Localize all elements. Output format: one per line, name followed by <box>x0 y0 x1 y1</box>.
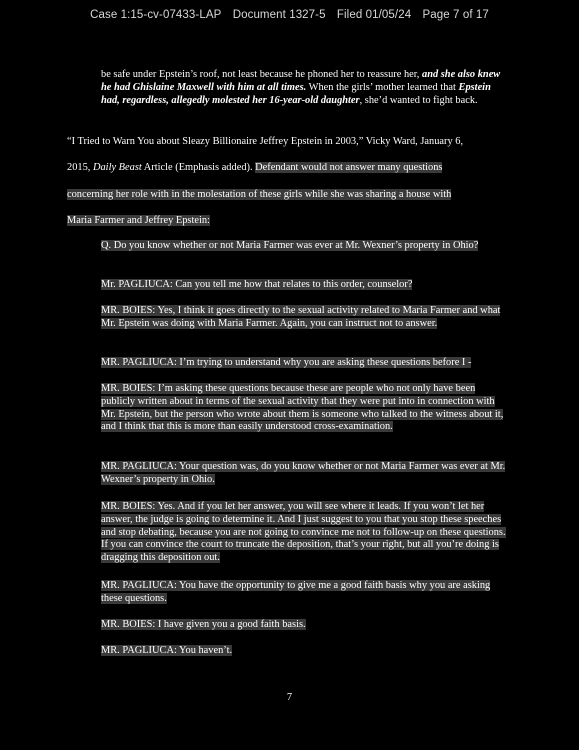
transcript-line: MR. BOIES: I’m asking these questions because these are people who not only have been publicly written about in terms of the sexual activity that they were put into in connection with Mr. Epstein, but the person who wrote about them is someone who talked to the witness about it, and I think that this is more than easily understood cross-examination. <box>101 383 504 433</box>
transcript-line: Mr. PAGLIUCA: Can you tell me how that relates to this order, counselor? <box>101 279 413 290</box>
body-line-3 <box>67 188 451 201</box>
case-number: Case 1:15-cv-07433-LAP <box>90 9 222 21</box>
ecf-header <box>0 9 579 21</box>
quote-emphasis-2: Epstein had, regardless, allegedly molested her 16-year-old daughter <box>101 82 491 106</box>
transcript-line: MR. PAGLIUCA: You have the opportunity to give me a good faith basis why you are asking these questions. <box>101 580 491 604</box>
document-number: Document 1327-5 <box>232 9 326 21</box>
transcript-line: MR. PAGLIUCA: You haven’t. <box>101 645 233 656</box>
transcript-question: Q. Do you know whether or not Maria Farmer was ever at Mr. Wexner’s property in Ohio? <box>101 240 479 251</box>
transcript-line: MR. BOIES: I have given you a good faith basis. <box>101 619 306 630</box>
quote-text-2: When the girls’ mother learned that <box>306 82 459 93</box>
filed-date: Filed 01/05/24 <box>336 9 412 21</box>
body-line-2 <box>67 161 442 174</box>
body-line-1: “I Tried to Warn You about Sleazy Billionaire Jeffrey Epstein in 2003,” Vicky Ward, January 6, <box>67 136 464 147</box>
transcript-line: MR. BOIES: Yes. And if you let her answer, you will see where it leads. If you won’t let her answer, the judge is going to determine it. And I just suggest to you that you stop these speeches and stop debating, because you are not going to convince me not to follow-up on these questions. If you can convince the court to truncate the deposition, that’s your right, but all you’re doing is dragging this deposition out. <box>101 501 506 564</box>
quote-emphasis-1: and she also knew he had Ghislaine Maxwell with him at all times. <box>101 69 501 93</box>
publication-title: Daily Beast <box>92 162 142 173</box>
highlighted-text: Maria Farmer and Jeffrey Epstein: <box>67 215 210 226</box>
transcript-line: MR. BOIES: Yes, I think it goes directly to the sexual activity related to Maria Farmer and what Mr. Epstein was doing with Maria Farmer. Again, you can instruct not to answer. <box>101 305 501 329</box>
transcript-line: MR. PAGLIUCA: Your question was, do you know whether or not Maria Farmer was ever at Mr. Wexner’s property in Ohio. <box>101 461 506 485</box>
highlighted-text: Defendant would not answer many questions <box>255 162 443 173</box>
page-indicator: Page 7 of 17 <box>422 9 489 21</box>
highlighted-text: concerning her role with in the molestation of these girls while she was sharing a house with <box>67 189 452 200</box>
page-number: 7 <box>286 692 293 703</box>
block-quote <box>101 68 509 107</box>
transcript-line: MR. PAGLIUCA: I’m trying to understand why you are asking these questions before I - <box>101 357 472 368</box>
body-line-2-text-b: Article (Emphasis added). <box>141 162 256 173</box>
quote-text-3: , she’d wanted to fight back. <box>359 95 478 106</box>
body-line-2-text: 2015, <box>67 162 93 173</box>
quote-text-1: be safe under Epstein’s roof, not least because he phoned her to reassure her, <box>101 69 422 80</box>
body-line-4 <box>67 214 210 227</box>
